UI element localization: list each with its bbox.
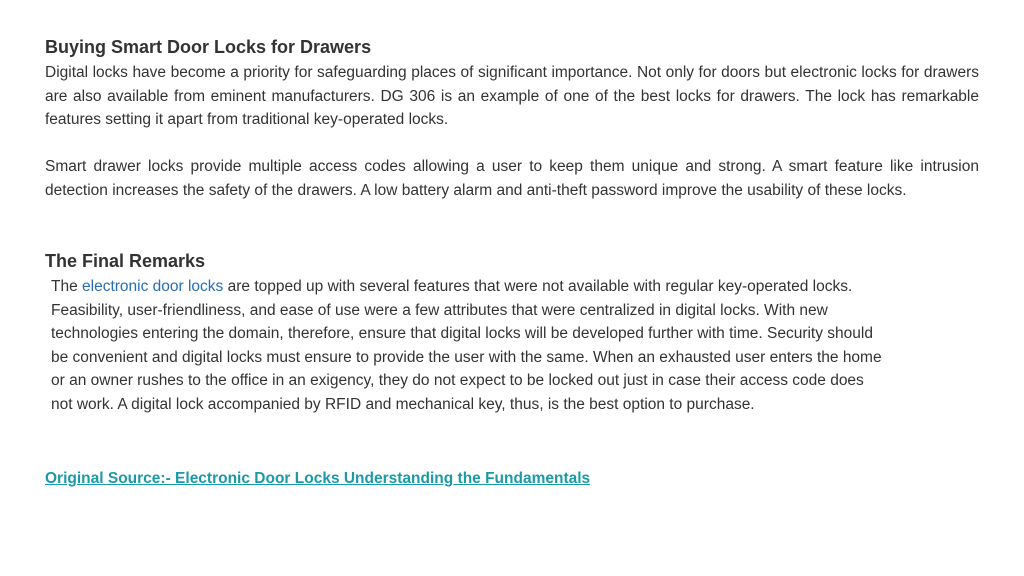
final-remarks-line-4: be convenient and digital locks must ensure to provide the user with the same. When an exhausted user enters the home	[51, 348, 882, 366]
final-remarks-line-6: not work. A digital lock accompanied by RFID and mechanical key, thus, is the best option to purchase.	[51, 395, 755, 413]
final-remarks-line-5: or an owner rushes to the office in an exigency, they do not expect to be locked out just in case their access code does	[51, 372, 864, 389]
final-remarks-line-2: Feasibility, user-friendliness, and ease of use were a few attributes that were centralized in digital locks. With new	[51, 301, 828, 319]
section-title-buying-smart-door-locks: Buying Smart Door Locks for Drawers	[45, 37, 372, 57]
paragraph-drawer-locks-intro: Digital locks have become a priority for safeguarding places of significant importance. Not only for doors but electronic locks for drawers are also available from eminent manufacturers. DG 306 is an example of one of the best locks for drawers. The lock has remarkable features setting it apart from traditional key-operated locks.	[45, 64, 979, 128]
final-remarks-line-1: are topped up with several features that were not available with regular key-operated locks.	[223, 278, 853, 295]
original-source-link[interactable]: Original Source:- Electronic Door Locks Understanding the Fundamentals	[45, 470, 591, 487]
section-title-final-remarks: The Final Remarks	[45, 251, 206, 271]
paragraph-final-remarks	[51, 275, 981, 416]
final-remarks-lead: The	[51, 278, 83, 295]
paragraph-smart-drawer-features: Smart drawer locks provide multiple access codes allowing a user to keep them unique and strong. A smart feature like intrusion detection increases the safety of the drawers. A low battery alarm and anti-theft password improve the usability of these locks.	[45, 158, 979, 199]
final-remarks-line-3: technologies entering the domain, therefore, ensure that digital locks will be developed further with time. Security should	[51, 325, 873, 342]
electronic-door-locks-link[interactable]: electronic door locks	[82, 278, 224, 295]
